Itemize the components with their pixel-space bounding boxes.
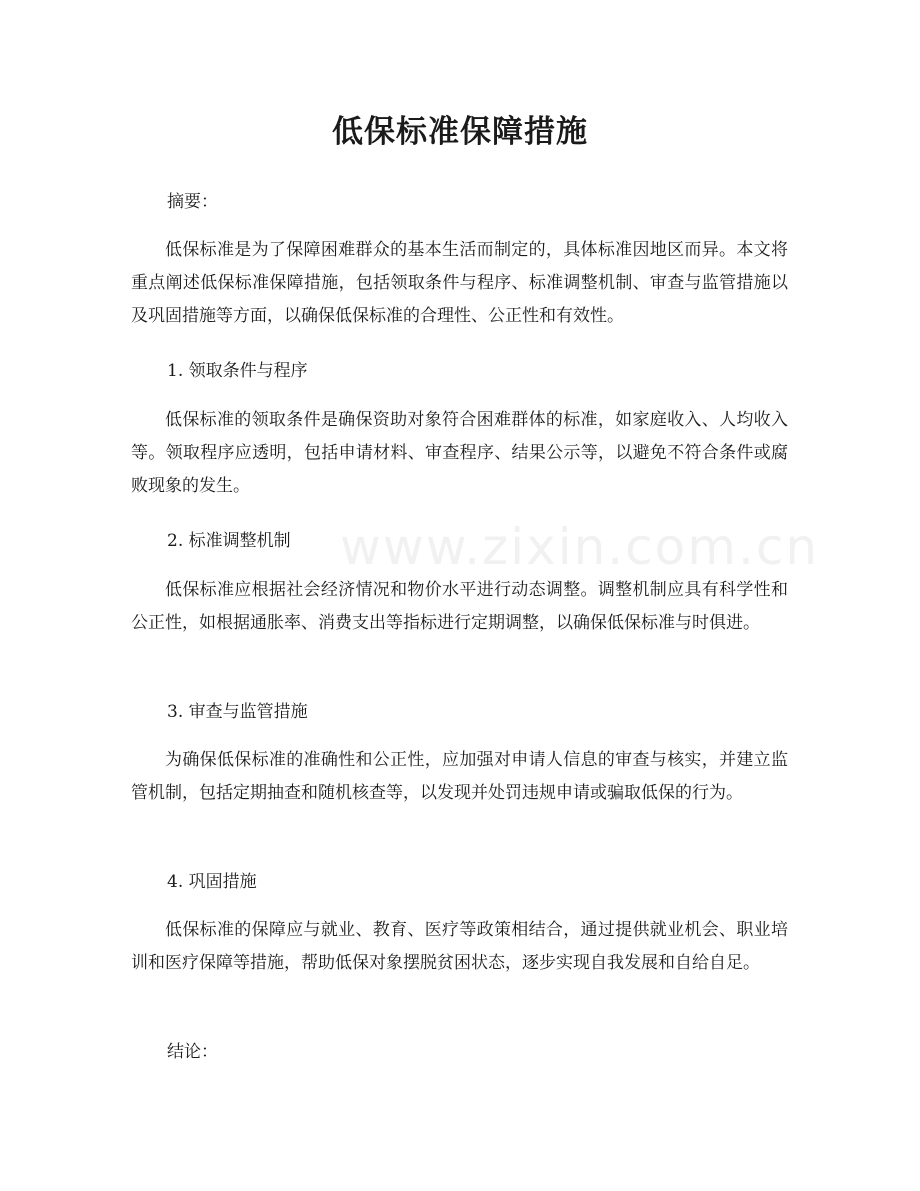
page-title: 低保标准保障措施: [332, 114, 588, 150]
watermark: www.zixin.com.cn: [340, 518, 820, 576]
section-body-1: 低保标准的领取条件是确保资助对象符合困难群体的标准，如家庭收入、人均收入等。领取程序应透明，包括申请材料、审查程序、结果公示等，以避免不符合条件或腐败现象的发生。: [131, 410, 788, 496]
section-heading-1: 1. 领取条件与程序: [167, 361, 308, 381]
section-heading-4: 4. 巩固措施: [167, 872, 257, 892]
conclusion-label: 结论：: [167, 1042, 218, 1062]
abstract-text: 低保标准是为了保障困难群众的基本生活而制定的，具体标准因地区而异。本文将重点阐述低保标准保障措施，包括领取条件与程序、标准调整机制、审查与监管措施以及巩固措施等方面，以确保低保标准的合理性、公正性和有效性。: [131, 240, 788, 326]
section-heading-2: 2. 标准调整机制: [167, 531, 291, 551]
section-body-3: 为确保低保标准的准确性和公正性，应加强对申请人信息的审查与核实，并建立监管机制，包括定期抽查和随机核查等，以发现并处罚违规申请或骗取低保的行为。: [131, 750, 788, 803]
section-heading-3: 3. 审查与监管措施: [167, 702, 308, 722]
section-body-2: 低保标准应根据社会经济情况和物价水平进行动态调整。调整机制应具有科学性和公正性，如根据通胀率、消费支出等指标进行定期调整，以确保低保标准与时俱进。: [131, 580, 788, 633]
section-body-4: 低保标准的保障应与就业、教育、医疗等政策相结合，通过提供就业机会、职业培训和医疗保障等措施，帮助低保对象摆脱贫困状态，逐步实现自我发展和自给自足。: [131, 920, 788, 973]
abstract-label: 摘要：: [167, 192, 218, 212]
